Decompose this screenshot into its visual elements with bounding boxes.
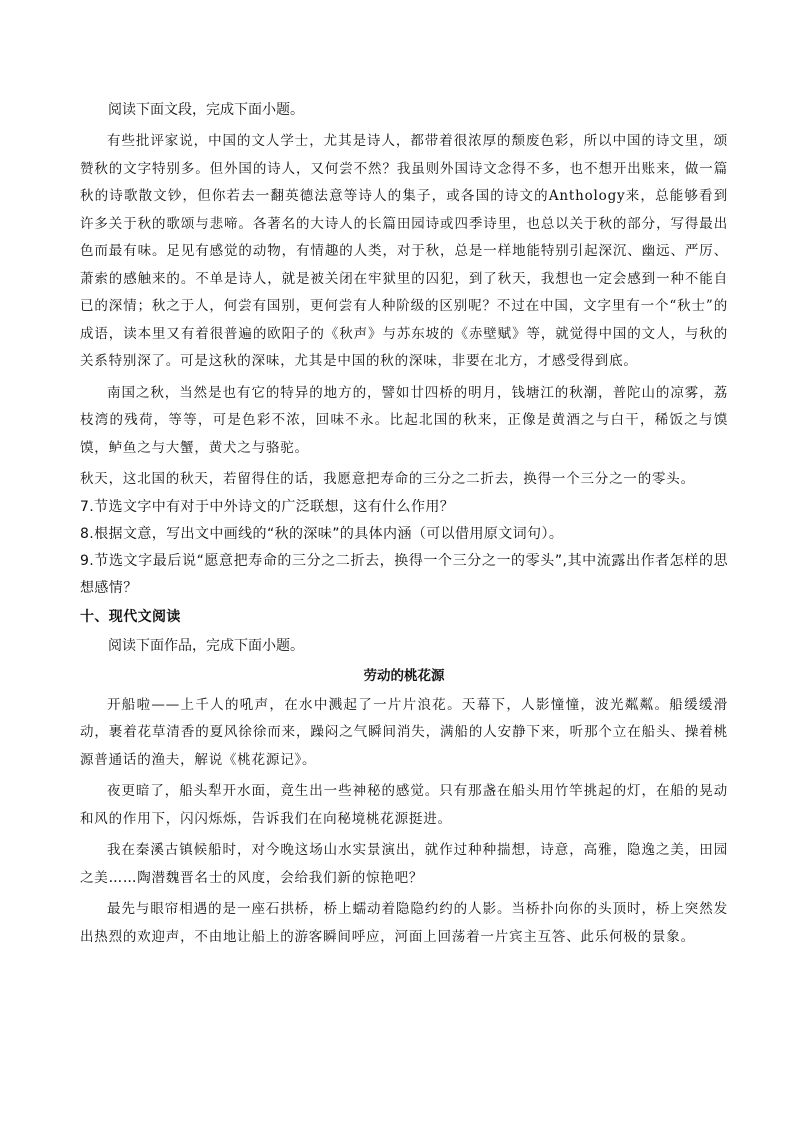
reading-instruction: 阅读下面文段，完成下面小题。 xyxy=(108,102,304,118)
passage-paragraph: 秋天，这北国的秋天，若留得住的话，我愿意把寿命的三分之二折去，换得一个三分之一的零头。 xyxy=(80,471,695,487)
section-heading: 十、现代文阅读 xyxy=(80,608,181,625)
article-paragraph: 开船啦——上千人的吼声，在水中溅起了一片片浪花。天幕下，人影憧憧，波光粼粼。船缓缓滑动，裹着花草清香的夏风徐徐而来，躁闷之气瞬间消失，满船的人安静下来，听那个立在船头、操着桃源普通话的渔夫，解说《桃花源记》。 xyxy=(80,696,728,768)
section-instruction: 阅读下面作品，完成下面小题。 xyxy=(108,637,304,654)
article-title: 劳动的桃花源 xyxy=(363,667,445,684)
passage-paragraph: 南国之秋，当然是也有它的特异的地方的，譬如廿四桥的明月，钱塘江的秋潮，普陀山的凉雾，荔枝湾的残荷，等等，可是色彩不浓，回味不永。比起北国的秋来，正像是黄酒之与白干，稀饭之与馍馍，鲈鱼之与大蟹，黄犬之与骆驼。 xyxy=(80,384,728,456)
question-9: 9.节选文字最后说“愿意把寿命的三分之二折去，换得一个三分之一的零头”,其中流露出作者怎样的思想感情？ xyxy=(80,552,728,596)
question-7: 7.节选文字中有对于中外诗文的广泛联想，这有什么作用？ xyxy=(80,498,455,515)
article-paragraph: 最先与眼帘相遇的是一座石拱桥，桥上蠕动着隐隐约约的人影。当桥扑向你的头顶时，桥上突然发出热烈的欢迎声，不由地让船上的游客瞬间呼应，河面上回荡着一片宾主互答、此乐何极的景象。 xyxy=(80,901,728,945)
article-paragraph: 夜更暗了，船头犁开水面，竟生出一些神秘的感觉。只有那盏在船头用竹竿挑起的灯，在船的晃动和风的作用下，闪闪烁烁，告诉我们在向秘境桃花源挺进。 xyxy=(80,783,728,827)
article-paragraph: 我在秦溪古镇候船时，对今晚这场山水实景演出，就作过种种揣想，诗意，高雅，隐逸之美，田园之美……陶潜魏晋名士的风度，会给我们新的惊艳吧？ xyxy=(80,842,728,886)
question-8: 8.根据文意，写出文中画线的“秋的深味”的具体内涵（可以借用原文词句）。 xyxy=(80,525,564,542)
passage-paragraph: 有些批评家说，中国的文人学士，尤其是诗人，都带着很浓厚的颓废色彩，所以中国的诗文里，颂赞秋的文字特别多。但外国的诗人，又何尝不然？我虽则外国诗文念得不多，也不想开出账来，做一篇秋的诗歌散文钞，但你若去一翻英德法意等诗人的集子，或各国的诗文的Anthology来，总能够看到许多关于秋的歌颂与悲啼。各著名的大诗人的长篇田园诗或四季诗里，也总以关于秋的部分，写得最出色而最有味。足见有感觉的动物，有情趣的人类，对于秋，总是一样地能特别引起深沉、幽远、严厉、萧索的感触来的。不单是诗人，就是被关闭在牢狱里的囚犯，到了秋天，我想也一定会感到一种不能自已的深情；秋之于人，何尝有国别，更何尝有人种阶级的区别呢？不过在中国，文字里有一个“秋士”的成语，读本里又有着很普遍的欧阳子的《秋声》与苏东坡的《赤壁赋》等，就觉得中国的文人，与秋的关系特别深了。可是这秋的深味，尤其是中国的秋的深味，非要在北方，才感受得到底。 xyxy=(80,133,728,369)
